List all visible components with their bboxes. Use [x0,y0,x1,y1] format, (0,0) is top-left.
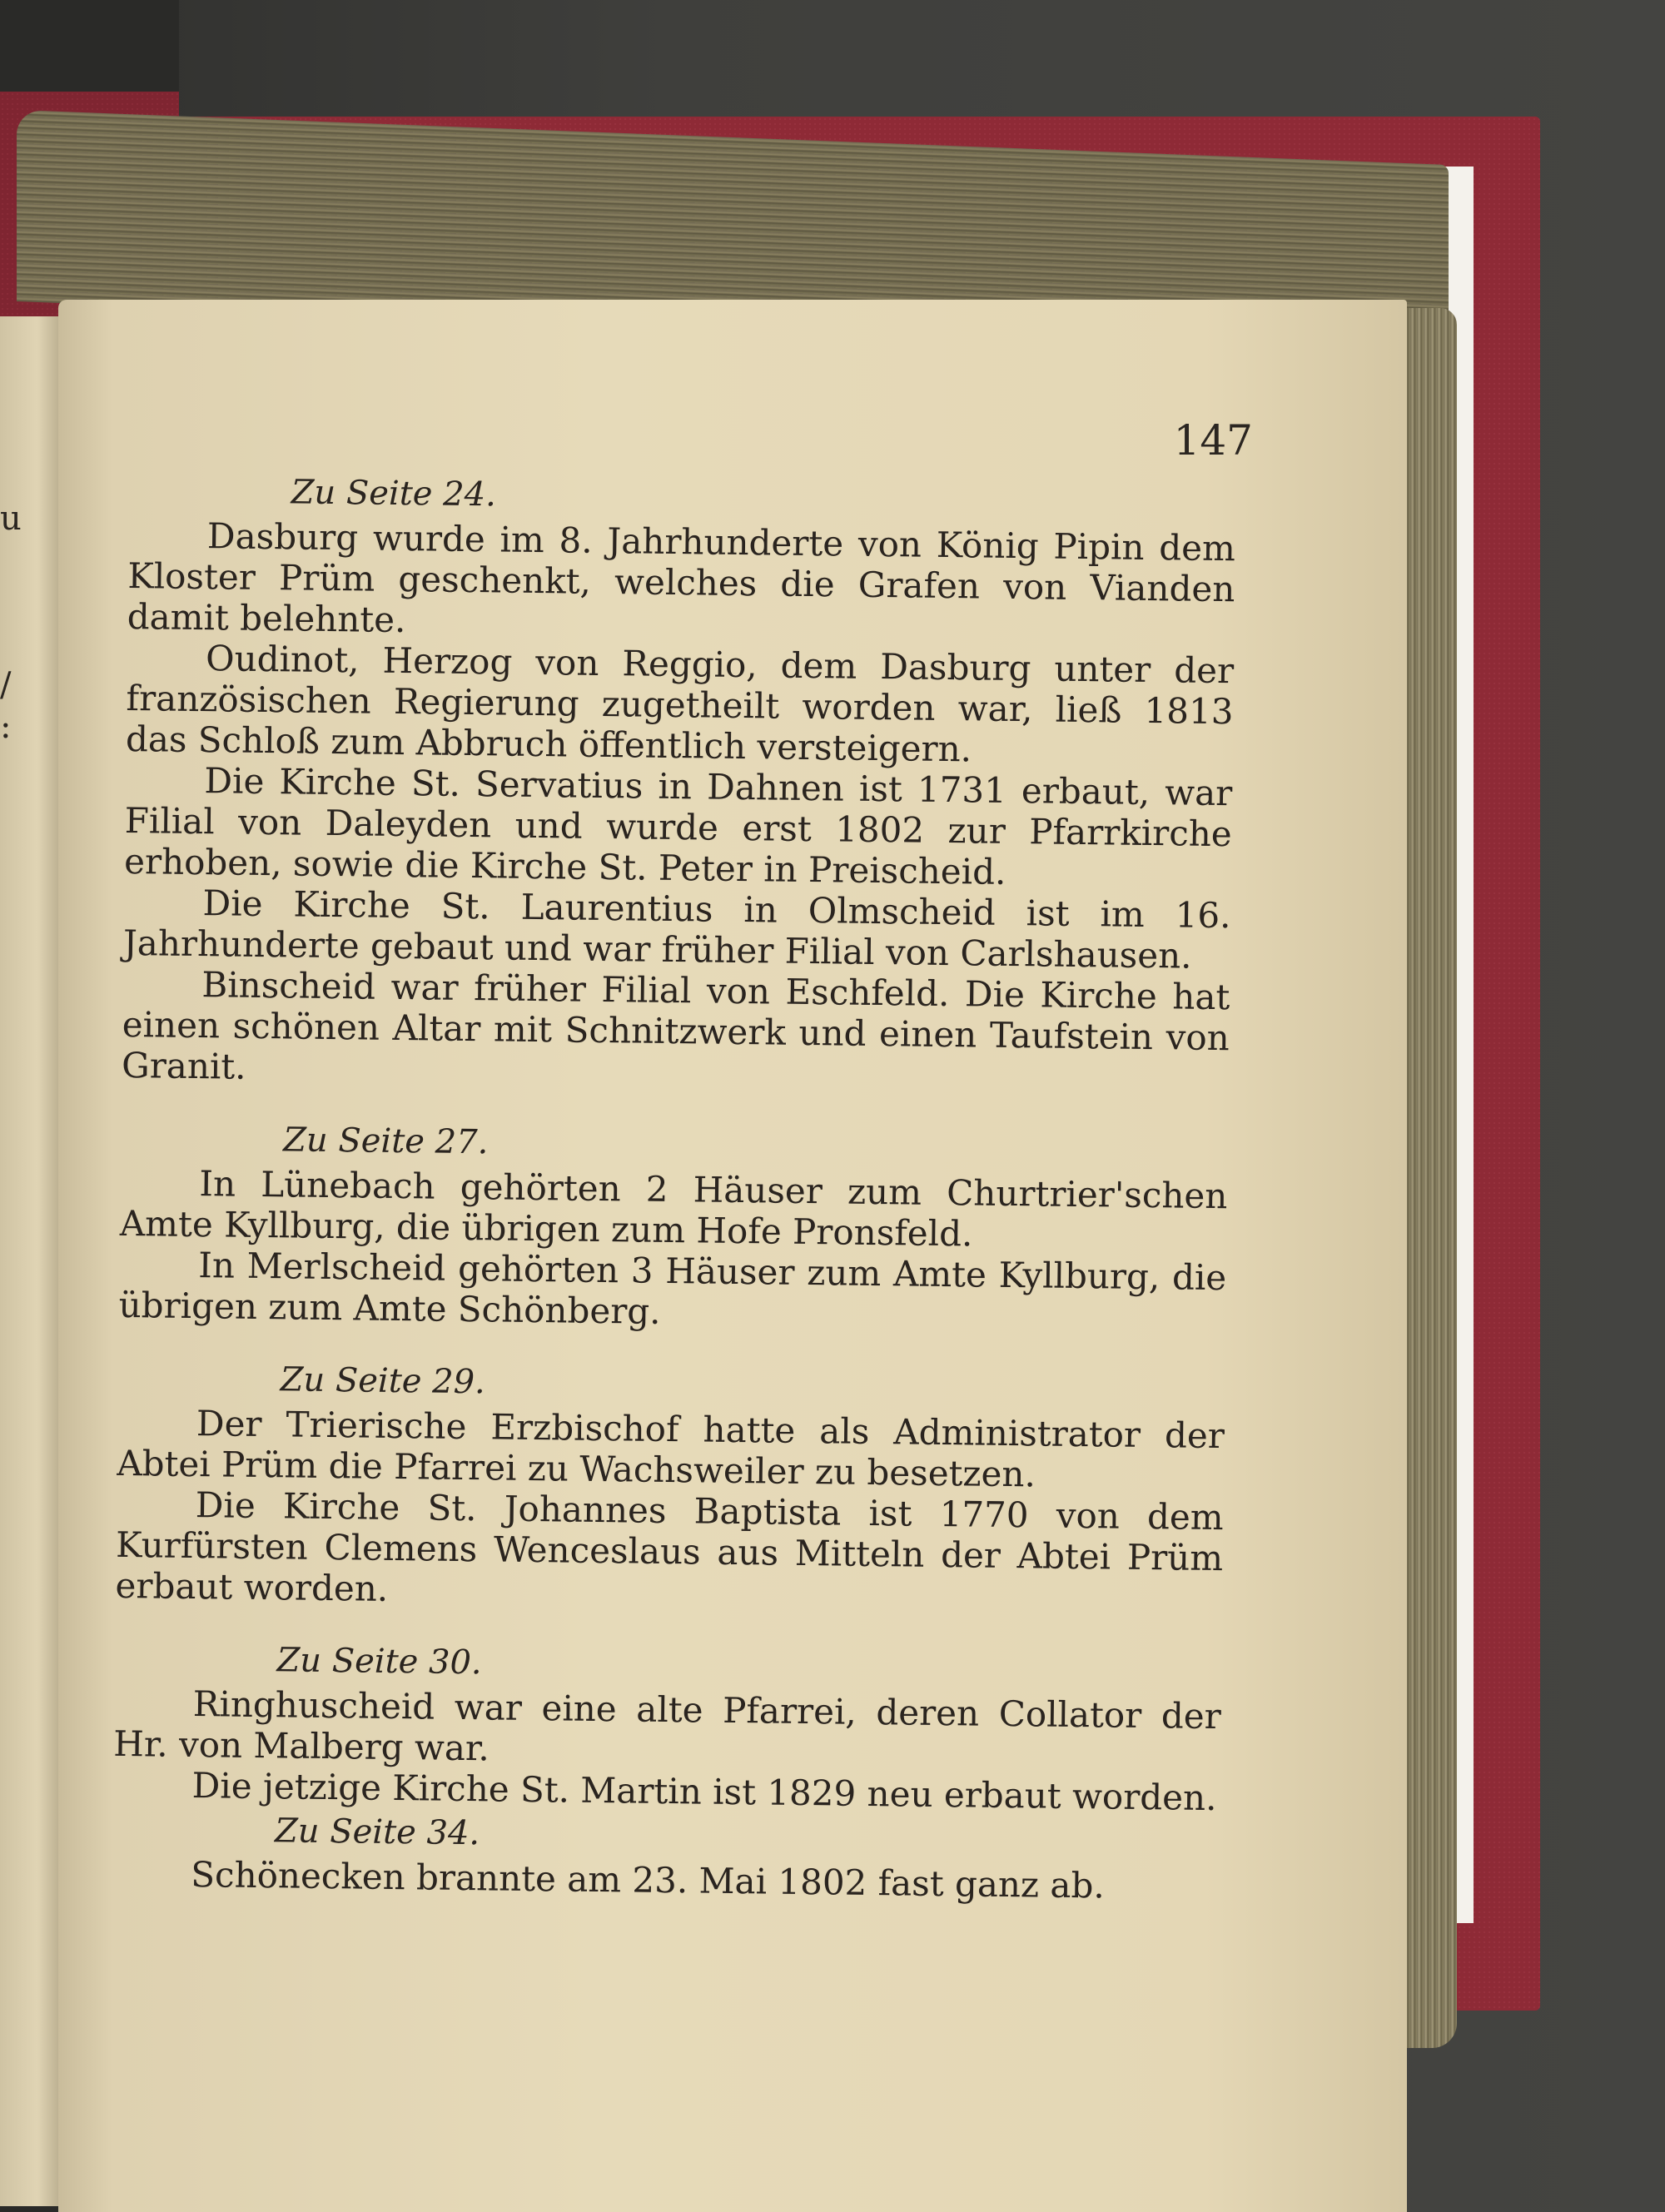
page-number: 147 [1173,416,1253,465]
section-seite-30 [112,1634,1221,1818]
paragraph: Binscheid war früher Filial von Eschfeld. Die Kirche hat einen schönen Altar mit Schnitzwerk und einen Taufstein von Granit. [121,964,1230,1087]
section-seite-24 [122,466,1236,1099]
paragraph: Die Kirche St. Servatius in Dahnen ist 1731 erbaut, war Filial von Daleyden und wurde erst 1802 zur Pfarrkirche erhoben, sowie die Kirche St. Peter in Preischeid. [123,760,1233,892]
paragraph: Der Trierische Erzbischof hatte als Administrator der Abtei Prüm die Pfarrei zu Wachsweiler zu besetzen. [117,1403,1225,1495]
left-page-fragment: u [0,500,22,538]
paragraph: Die jetzige Kirche St. Martin ist 1829 neu erbaut worden. [191,1765,1217,1819]
page-text [112,466,1236,1907]
section-heading: Zu Seite 27. [282,1121,489,1162]
paragraph: In Lünebach gehörten 2 Häuser zum Churtrier'schen Amte Kyllburg, die übrigen zum Hofe Pronsfeld. [119,1163,1228,1255]
section-heading: Zu Seite 34. [274,1812,480,1853]
paragraph: Dasburg wurde im 8. Jahrhunderte von König Pipin dem Kloster Prüm geschenkt, welches die Grafen von Vianden damit belehnte. [127,515,1236,641]
paragraph: Oudinot, Herzog von Reggio, dem Dasburg unter der französischen Regierung zugetheilt worden war, ließ 1813 das Schloß zum Abbruch öffentlich versteigern. [125,638,1235,770]
section-heading: Zu Seite 30. [276,1641,482,1683]
section-heading: Zu Seite 29. [280,1360,486,1402]
paragraph: In Merlscheid gehörten 3 Häuser zum Amte Kyllburg, die übrigen zum Amte Schönberg. [118,1245,1227,1332]
paragraph: Schönecken brannte am 23. Mai 1802 fast ganz ab. [191,1854,1106,1906]
left-page-fragment: : [0,708,12,746]
paragraph: Die Kirche St. Johannes Baptista ist 1770 von dem Kurfürsten Clemens Wenceslaus aus Mitteln der Abtei Prüm erbaut worden. [115,1484,1224,1609]
section-heading: Zu Seite 24. [291,473,497,514]
left-page-fragment: / [0,666,12,704]
paragraph: Die Kirche St. Laurentius in Olmscheid ist im 16. Jahrhunderte gebaut und war früher Filial von Carlshausen. [122,882,1231,977]
section-seite-27 [118,1114,1228,1339]
section-seite-29 [115,1354,1225,1619]
left-page-edge [0,316,62,2206]
paragraph: Ringhuscheid war eine alte Pfarrei, deren Collator der Hr. von Malberg war. [112,1683,1222,1769]
section-seite-34 [112,1805,1220,1907]
